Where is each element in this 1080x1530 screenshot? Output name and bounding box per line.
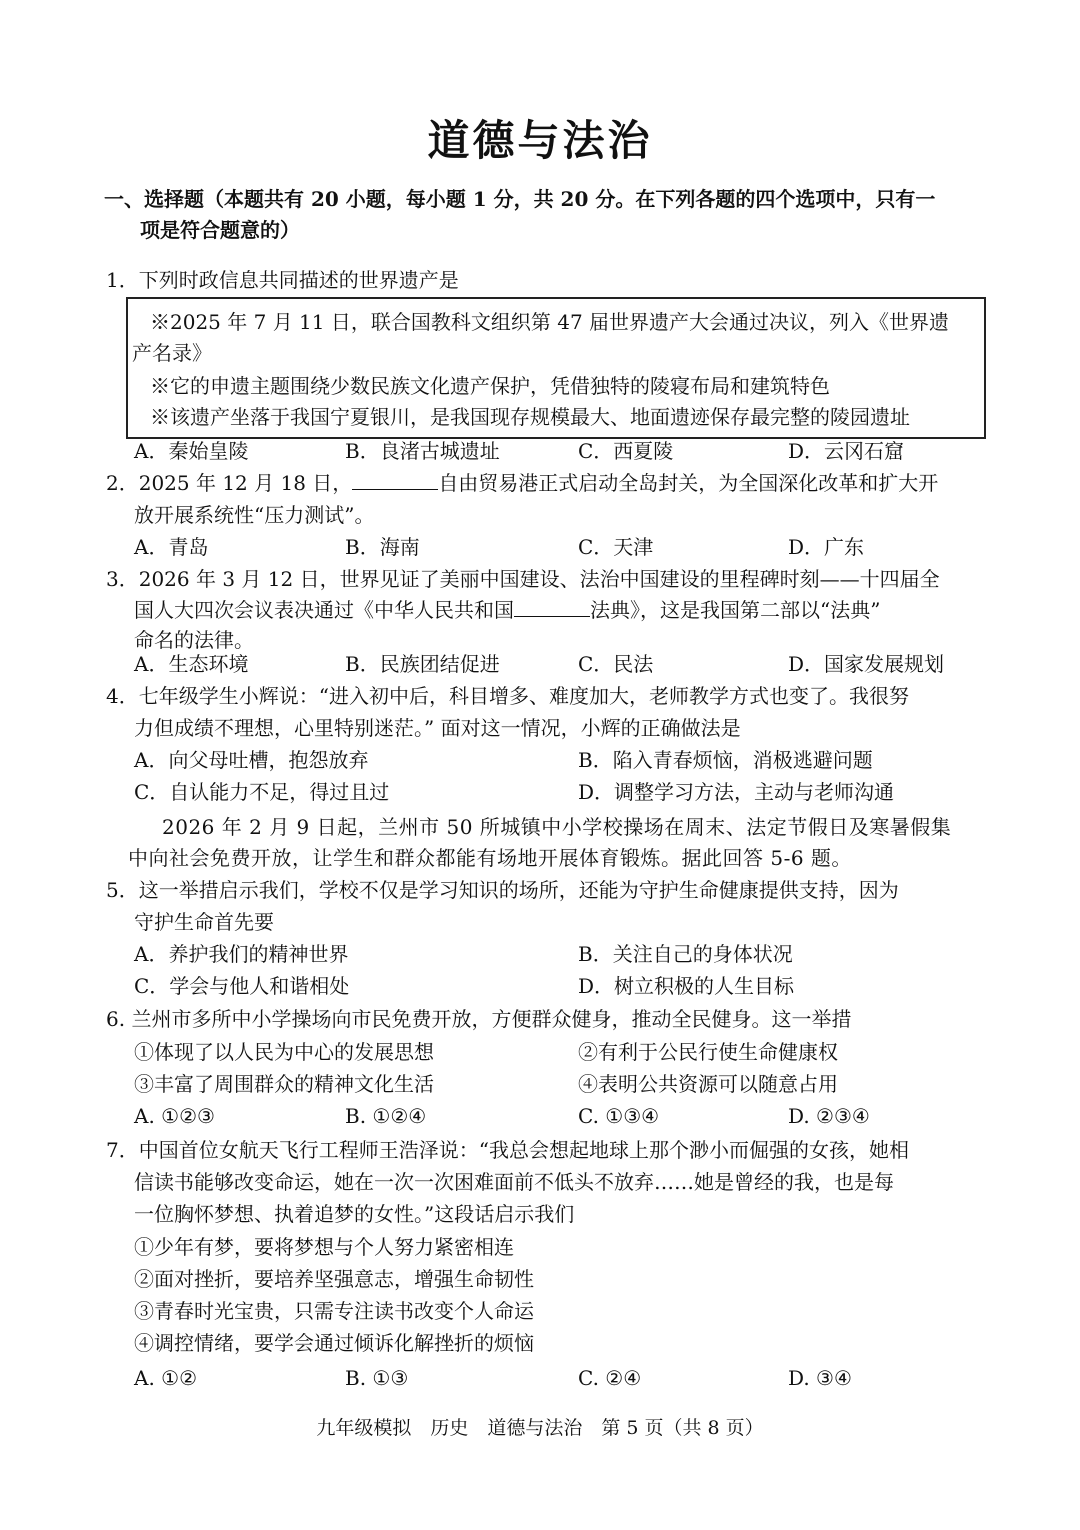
q3-option-d: D．国家发展规划 [788,652,945,676]
q6-option-d: D. ②③④ [788,1104,870,1128]
q7-option-c: C. ②④ [578,1366,642,1390]
q7-stem-line1: 7．中国首位女航天飞行工程师王浩泽说：“我总会想起地球上那个渺小而倔强的女孩，她相 [106,1138,909,1162]
q1-box-line4: ※该遗产坐落于我国宁夏银川，是我国现存规模最大、地面遗迹保存最完整的陵园遗址 [150,405,910,429]
q7-item-2: ②面对挫折，要培养坚强意志，增强生命韧性 [134,1267,534,1291]
q3-option-c: C．民法 [578,652,654,676]
q5-option-b: B．关注自己的身体状况 [578,942,793,966]
q6-item-4: ④表明公共资源可以随意占用 [578,1072,838,1096]
q3-stem-part1: 国人大四次会议表决通过《中华人民共和国 [134,598,514,622]
page-title: 道德与法治 [427,116,653,165]
q1-box-line1: ※2025 年 7 月 11 日，联合国教科文组织第 47 届世界遗产大会通过决议，列入《世界遗 [150,310,950,334]
q6-option-a: A. ①②③ [134,1104,215,1128]
q2-option-a: A．青岛 [134,535,209,559]
q4-option-d: D．调整学习方法，主动与老师沟通 [578,780,895,804]
q2-answer-blank [352,469,438,490]
q2-option-d: D．广东 [788,535,865,559]
q5-option-a: A．养护我们的精神世界 [134,942,349,966]
q5-stem-line1: 5．这一举措启示我们，学校不仅是学习知识的场所，还能为守护生命健康提供支持，因为 [106,878,899,902]
q4-stem-line2: 力但成绩不理想，心里特别迷茫。” 面对这一情况，小辉的正确做法是 [134,716,741,740]
q2-stem-line2: 放开展系统性“压力测试”。 [134,503,375,527]
section-header-line2: 项是符合题意的） [140,218,300,242]
section-header-line1: 一、选择题（本题共有 20 小题，每小题 1 分，共 20 分。在下列各题的四个选项中，只有一 [104,187,936,211]
q1-box-line2: 产名录》 [132,341,212,365]
q1-stem: 1．下列时政信息共同描述的世界遗产是 [106,268,459,292]
q5-6-intro-line2: 中向社会免费开放，让学生和群众都能有场地开展体育锻炼。据此回答 5-6 题。 [128,846,852,870]
q7-stem-line3: 一位胸怀梦想、执着追梦的女性。”这段话启示我们 [134,1202,575,1226]
q6-option-b: B. ①②④ [345,1104,427,1128]
q7-option-d: D. ③④ [788,1366,852,1390]
q6-item-3: ③丰富了周围群众的精神文化生活 [134,1072,434,1096]
q5-option-d: D．树立积极的人生目标 [578,974,795,998]
q6-stem: 6. 兰州市多所中小学操场向市民免费开放，方便群众健身，推动全民健身。这一举措 [106,1007,852,1031]
q4-option-b: B．陷入青春烦恼，消极逃避问题 [578,748,873,772]
q7-option-b: B. ①③ [345,1366,409,1390]
q2-stem-part1: 2．2025 年 12 月 18 日， [106,471,353,495]
q3-answer-blank [514,596,590,617]
q7-item-3: ③青春时光宝贵，只需专注读书改变个人命运 [134,1299,534,1323]
q4-option-a: A．向父母吐槽，抱怨放弃 [134,748,369,772]
q7-item-4: ④调控情绪，要学会通过倾诉化解挫折的烦恼 [134,1331,534,1355]
q2-option-c: C．天津 [578,535,654,559]
q1-option-b: B．良渚古城遗址 [345,439,500,463]
q6-item-2: ②有利于公民行使生命健康权 [578,1040,838,1064]
q7-item-1: ①少年有梦，要将梦想与个人努力紧密相连 [134,1235,514,1259]
q5-stem-line2: 守护生命首先要 [134,910,274,934]
q5-6-intro-line1: 2026 年 2 月 9 日起，兰州市 50 所城镇中小学校操场在周末、法定节假日及寒暑假集 [162,815,952,839]
q1-option-c: C．西夏陵 [578,439,674,463]
q4-option-c: C．自认能力不足，得过且过 [134,780,390,804]
q7-stem-line2: 信读书能够改变命运，她在一次一次困难面前不低头不放弃……她是曾经的我，也是每 [134,1170,894,1194]
q3-stem-line2 [134,596,880,624]
q6-item-1: ①体现了以人民为中心的发展思想 [134,1040,434,1064]
q2-stem-part2: 自由贸易港正式启动全岛封关，为全国深化改革和扩大开 [438,471,939,495]
q1-option-d: D．云冈石窟 [788,439,905,463]
q3-stem-line3: 命名的法律。 [134,628,254,652]
q2-option-b: B．海南 [345,535,420,559]
q7-option-a: A. ①② [134,1366,198,1390]
q3-option-b: B．民族团结促进 [345,652,500,676]
q3-stem-line1: 3．2026 年 3 月 12 日，世界见证了美丽中国建设、法治中国建设的里程碑时刻——十四届全 [106,567,940,591]
q5-option-c: C．学会与他人和谐相处 [134,974,350,998]
q3-option-a: A．生态环境 [134,652,249,676]
q1-box-line3: ※它的申遗主题围绕少数民族文化遗产保护，凭借独特的陵寝布局和建筑特色 [150,374,830,398]
q1-option-a: A．秦始皇陵 [134,439,249,463]
q3-stem-part2: 法典》，这是我国第二部以“法典” [590,598,881,622]
q6-option-c: C. ①③④ [578,1104,660,1128]
q2-stem-line1 [106,469,938,497]
page-footer: 九年级模拟 历史 道德与法治 第 5 页（共 8 页） [316,1417,764,1439]
q4-stem-line1: 4．七年级学生小辉说：“进入初中后，科目增多、难度加大，老师教学方式也变了。我很努 [106,684,909,708]
